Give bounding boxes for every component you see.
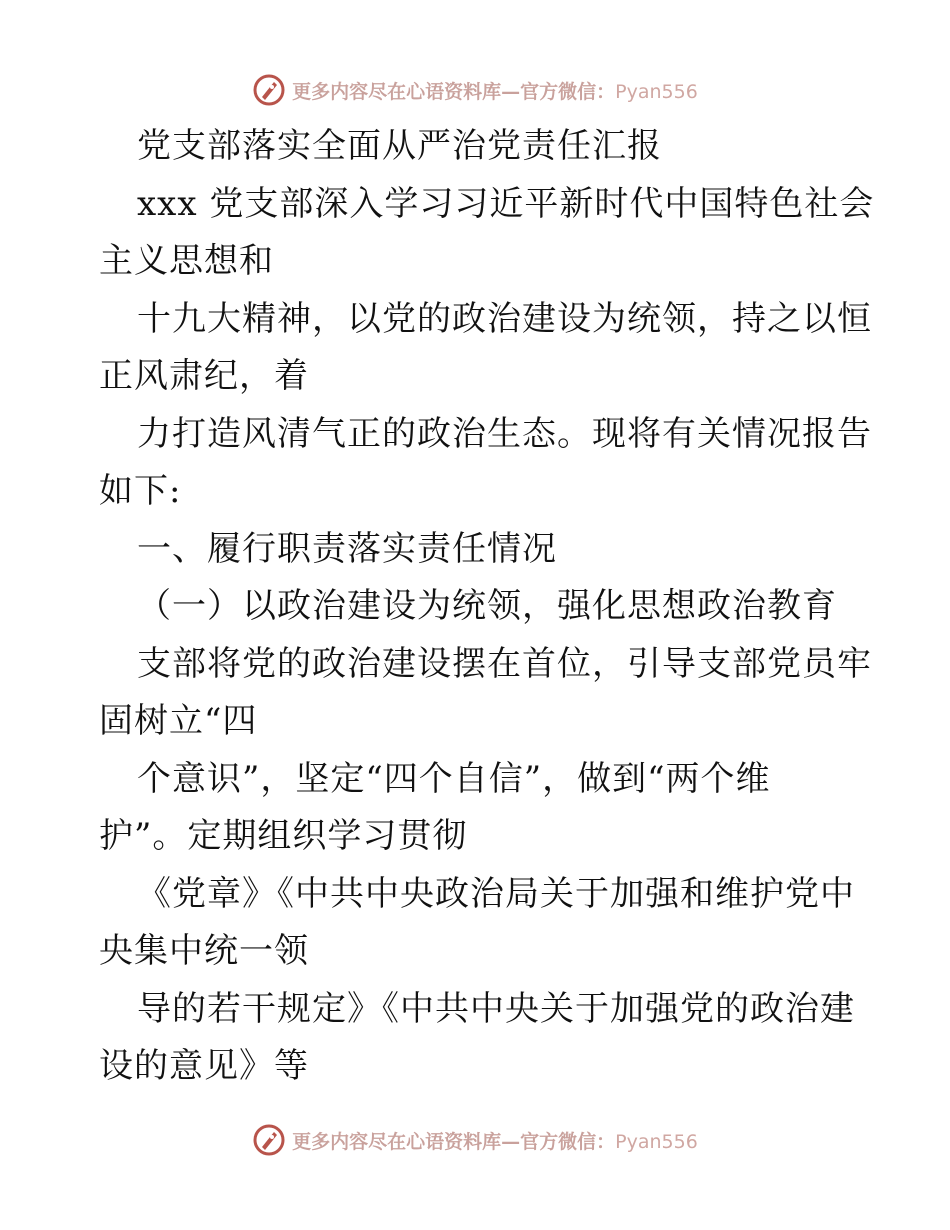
paragraph-line: 支部将党的政治建设摆在首位，引导支部党员牢 [137, 643, 872, 684]
paragraph-line: 护”。定期组织学习贯彻 [99, 816, 468, 856]
section-heading: 一、履行职责落实责任情况 [137, 528, 557, 569]
paragraph-line: 央集中统一领 [99, 931, 309, 971]
fountain-pen-logo-icon [252, 73, 286, 107]
watermark-text: 更多内容尽在心语资料库—官方微信：Pyan556 [292, 1130, 698, 1153]
paragraph-line: 固树立“四 [99, 701, 258, 741]
paragraph-line: 导的若干规定》《中共中央关于加强党的政治建 [137, 988, 855, 1029]
paragraph-line: 正风肃纪，着 [99, 356, 309, 396]
paragraph-line: 《党章》《中共中央政治局关于加强和维护党中 [137, 873, 855, 914]
wechat-id: Pyan556 [615, 80, 698, 103]
subsection-heading: （一）以政治建设为统领，强化思想政治教育 [137, 586, 837, 626]
paragraph-line: 十九大精神，以党的政治建设为统领，持之以恒 [137, 298, 872, 339]
document-title: 党支部落实全面从严治党责任汇报 [137, 126, 662, 166]
document-body [99, 118, 875, 1096]
paragraph-line: xxx 党支部深入学习习近平新时代中国特色社会 [137, 183, 875, 224]
wechat-id: Pyan556 [615, 1130, 698, 1153]
paragraph-line: 个意识”，坚定“四个自信”，做到“两个维 [137, 758, 771, 799]
paragraph-line: 力打造风清气正的政治生态。现将有关情况报告 [137, 413, 872, 454]
paragraph-line: 主义思想和 [99, 241, 274, 281]
watermark-text: 更多内容尽在心语资料库—官方微信：Pyan556 [292, 80, 698, 103]
fountain-pen-logo-icon [252, 1123, 286, 1157]
paragraph-line: 如下: [99, 471, 182, 511]
header-watermark [0, 70, 950, 110]
footer-watermark [0, 1120, 950, 1160]
paragraph-line: 设的意见》等 [99, 1046, 309, 1086]
